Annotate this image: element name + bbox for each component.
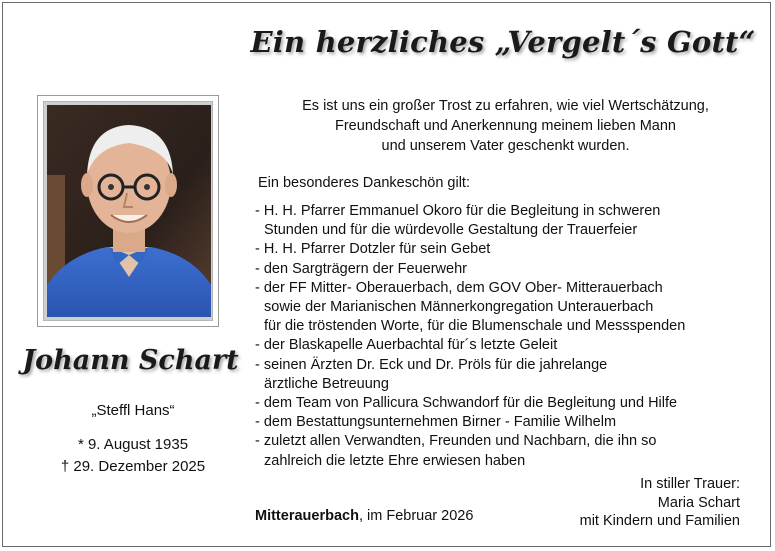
intro-line: Es ist uns ein großer Trost zu erfahren, wie viel Wertschätzung,	[302, 98, 709, 114]
mourners-line: mit Kindern und Familien	[579, 513, 740, 529]
death-date: † 29. Dezember 2025	[60, 458, 206, 475]
thanks-list	[255, 202, 765, 471]
date-text: , im Februar 2026	[358, 508, 474, 524]
place-date	[255, 508, 473, 524]
portrait-frame	[37, 95, 219, 327]
thanks-line: - dem Bestattungsunternehmen Birner - Familie Wilhelm	[255, 414, 617, 431]
portrait-illustration	[47, 105, 211, 317]
deceased-name: Johann Schart	[22, 345, 239, 376]
intro-line: Freundschaft und Anerkennung meinem lieben Mann	[335, 118, 676, 134]
thanks-line: - H. H. Pfarrer Emmanuel Okoro für die Begleitung in schweren	[255, 203, 661, 219]
thanks-line: zahlreich die letzte Ehre erwiesen haben	[264, 452, 526, 469]
thanks-line: - H. H. Pfarrer Dotzler für sein Gebet	[255, 241, 491, 258]
thanks-line: - dem Team von Pallicura Schwandorf für die Begleitung und Hilfe	[255, 395, 678, 412]
mourners-block	[480, 475, 740, 531]
mourners-line: In stiller Trauer:	[640, 476, 740, 492]
headline: Ein herzliches „Vergelt´s Gott“	[250, 25, 756, 59]
intro-line: und unserem Vater geschenkt wurden.	[381, 138, 630, 154]
birth-date: * 9. August 1935	[77, 436, 189, 453]
thanks-line: Stunden und für die würdevolle Gestaltung der Trauerfeier	[264, 222, 638, 239]
thanks-line: - der FF Mitter- Oberauerbach, dem GOV Ober- Mitterauerbach	[255, 279, 663, 296]
obituary-card	[2, 2, 771, 547]
mourners-line: Maria Schart	[657, 494, 740, 511]
thanks-line: - seinen Ärzten Dr. Eck und Dr. Pröls für die jahrelange	[255, 356, 608, 373]
deceased-nickname: „Steffl Hans“	[91, 402, 175, 419]
thanks-line: ärztliche Betreuung	[264, 375, 389, 392]
portrait-photo	[43, 101, 213, 321]
thanks-heading: Ein besonderes Dankeschön gilt:	[258, 175, 470, 191]
intro-text	[263, 96, 748, 156]
thanks-line: sowie der Marianischen Männerkongregation Unterauerbach	[264, 299, 654, 316]
thanks-line: - zuletzt allen Verwandten, Freunden und Nachbarn, die ihn so	[255, 433, 657, 450]
thanks-line: für die tröstenden Worte, für die Blumenschale und Messspenden	[264, 318, 686, 335]
thanks-line: - der Blaskapelle Auerbachtal für´s letzte Geleit	[255, 337, 558, 354]
place: Mitterauerbach	[255, 508, 359, 524]
thanks-line: - den Sargträgern der Feuerwehr	[255, 260, 467, 277]
